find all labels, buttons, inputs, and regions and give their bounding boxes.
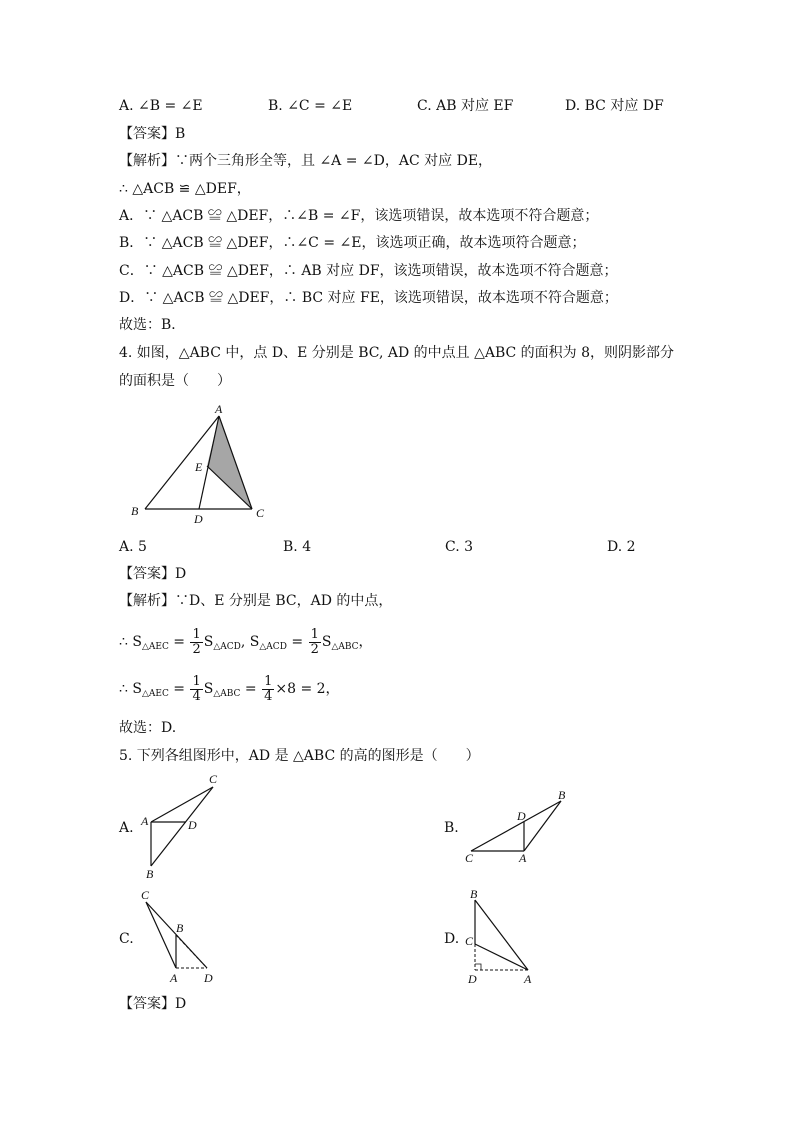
q3-option-d: D. BC 对应 DF	[565, 98, 664, 114]
q5-question: 5. 下列各组图形中，AD 是 △ABC 的高的图形是（ ）	[119, 748, 480, 764]
svg-text:D: D	[468, 972, 477, 986]
q5-figure-d	[465, 887, 532, 986]
q3-conclusion: 故选：B．	[119, 317, 186, 333]
q3-analysis-line: B．∵ △ACB ≌ △DEF，∴∠C = ∠E，该选项正确，故本选项符合题意；	[119, 235, 586, 251]
label-b: B	[131, 504, 139, 518]
q4-analysis: 【解析】∵D、E 分别是 BC，AD 的中点，	[119, 593, 393, 609]
label-e: E	[195, 460, 203, 474]
q5-option-label-c: C.	[119, 931, 134, 947]
q5-option-label-d: D.	[444, 931, 460, 947]
q4-option-c: C. 3	[445, 539, 474, 555]
q3-analysis-line: C．∵ △ACB ≌ △DEF，∴ AB 对应 DF，该选项错误，故本选项不符合题意；	[119, 263, 618, 279]
svg-text:C: C	[209, 772, 218, 786]
q3-analysis-line: ∴ △ACB ≌ △DEF，	[119, 181, 251, 197]
q4-option-b: B. 4	[283, 539, 312, 555]
svg-text:B: B	[176, 921, 184, 935]
q5-figure-c	[141, 888, 213, 985]
svg-text:A: A	[519, 851, 527, 865]
q3-answer: 【答案】B	[119, 126, 186, 142]
svg-text:B: B	[470, 887, 478, 901]
q4-question-line: 4. 如图，△ABC 中，点 D、E 分别是 BC, AD 的中点且 △ABC 的面积为 8，则阴影部分	[119, 345, 675, 361]
label-d: D	[194, 512, 203, 526]
q3-option-a: A. ∠B = ∠E	[119, 98, 203, 114]
q3-option-b: B. ∠C = ∠E	[268, 98, 353, 114]
q4-answer: 【答案】D	[119, 566, 187, 582]
q3-analysis-line: A．∵ △ACB ≌ △DEF，∴∠B = ∠F，该选项错误，故本选项不符合题意；	[119, 208, 599, 224]
q4-option-a: A. 5	[119, 539, 147, 555]
q5-option-label-b: B.	[444, 820, 459, 836]
svg-text:A: A	[141, 814, 149, 828]
q5-figure-b	[465, 788, 566, 865]
svg-text:B: B	[558, 788, 566, 802]
svg-text:C: C	[141, 888, 150, 902]
svg-text:D: D	[517, 809, 526, 823]
svg-text:B: B	[146, 867, 154, 881]
svg-text:D: D	[204, 971, 213, 985]
q3-analysis-line: 【解析】∵两个三角形全等，且 ∠A = ∠D，AC 对应 DE，	[119, 153, 493, 169]
svg-text:A: A	[170, 971, 178, 985]
q4-conclusion: 故选：D.	[119, 720, 177, 736]
q5-option-label-a: A.	[119, 820, 134, 836]
q3-option-c: C. AB 对应 EF	[417, 98, 514, 114]
q3-analysis-line: D．∵ △ACB ≌ △DEF，∴ BC 对应 FE，该选项错误，故本选项不符合题意；	[119, 290, 618, 306]
svg-text:C: C	[465, 934, 474, 948]
q4-equation-1: ∴ $S_{\triangle AEC}$ = $\frac{1}{2}$ $S_{\triangle ACD}$, $S_{\triangle ACD}$ = $\frac{1}{2}$ $S_{\triangle ABC}$，	[119, 626, 373, 657]
q4-option-d: D. 2	[607, 539, 636, 555]
label-a: A	[215, 402, 223, 416]
svg-text:A: A	[524, 972, 532, 986]
svg-text:D: D	[188, 818, 197, 832]
label-c: C	[256, 506, 265, 520]
q5-answer: 【答案】D	[119, 996, 187, 1012]
q5-figure-a	[140, 772, 218, 881]
q4-equation-2: ∴ $S_{\triangle AEC}$ = $\frac{1}{4}$ $S_{\triangle ABC}$ = $\frac{1}{4}$ ×8 = 2，	[119, 673, 340, 704]
svg-text:C: C	[465, 851, 474, 865]
q4-question-line: 的面积是（ ）	[119, 373, 231, 389]
